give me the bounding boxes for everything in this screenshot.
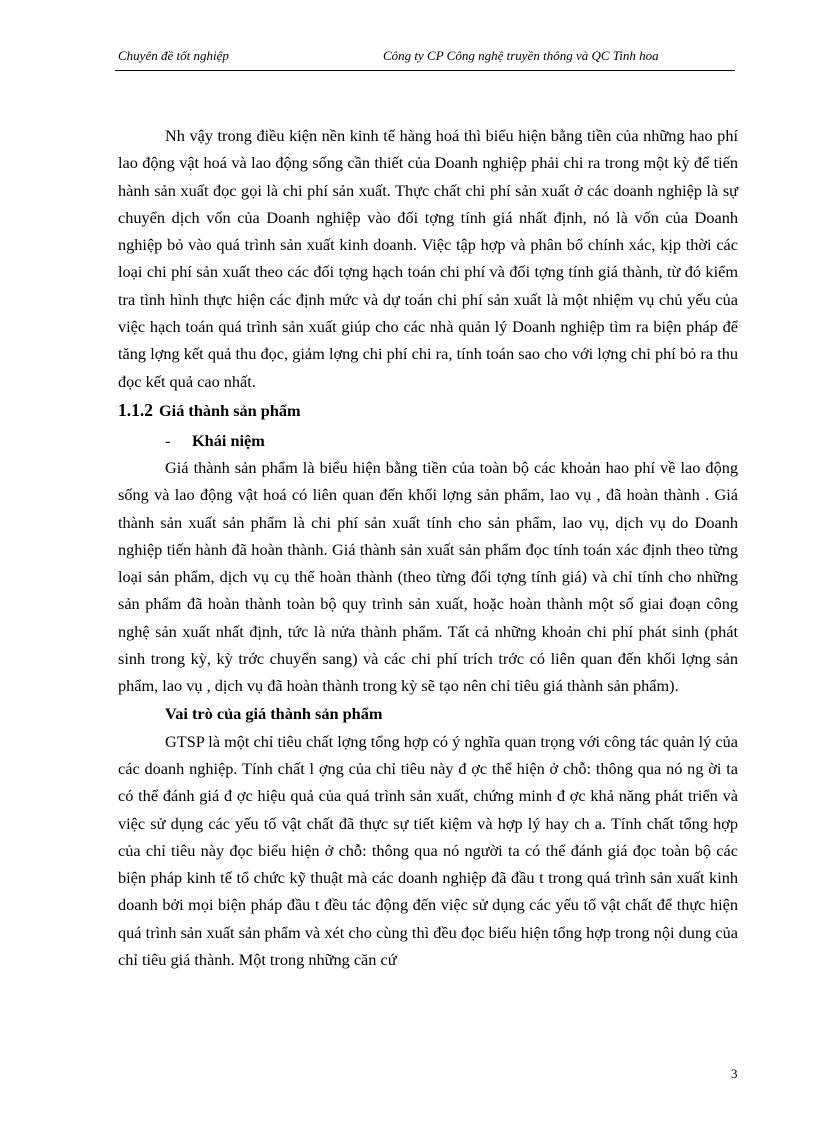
paragraph-role: GTSP là một chỉ tiêu chất lợng tổng hợp có ý nghĩa quan trọng với công tác quản lý của các doanh nghiệp. Tính chất l ợng của chỉ tiêu này đ ợc thể hiện ở chỗ: thông qua nó ng ời ta có thể đánh giá đ ợc hiệu quả của quá trình sản xuất, chứng minh đ ợc khả năng phát triển và việc sử dụng các yếu tố vật chất đã thực sự tiết kiệm và hợp lý hay ch a. Tính chất tổng hợp của chỉ tiêu này đọc biểu hiện ở chỗ: thông qua nó người ta có thể đánh giá đọc toàn bộ các biện pháp kinh tế tổ chức kỹ thuật mà các doanh nghiệp đã đầu t trong quá trình sản xuất kinh doanh bởi mọi biện pháp đầu t đều tác động đến việc sử dụng các yếu tố vật chất để thực hiện quá trình sản xuất sản phẩm và xét cho cùng thì đều đọc biểu hiện tổng hợp trong nội dung của chỉ tiêu giá thành. Một trong những căn cứ [118, 731, 738, 970]
document-body [118, 122, 738, 973]
page-number: 3 [731, 1066, 738, 1081]
subheading-concept [118, 428, 738, 454]
subheading-role: Vai trò của giá thành sản phẩm [165, 703, 383, 723]
header-right-text: Công ty CP Công nghệ truyền thông và QC Tinh hoa [383, 48, 659, 63]
paragraph-product-cost: Giá thành sản phẩm là biểu hiện bằng tiền của toàn bộ các khoản hao phí về lao động sống và lao động vật hoá có liên quan đến khối lợng sản phẩm, lao vụ , đã hoàn thành . Giá thành sản xuất sản phẩm là chi phí sản xuất tính cho sản phẩm, lao vụ, dịch vụ do Doanh nghiệp tiến hành đã hoàn thành. Giá thành sản xuất sản phẩm đọc tính toán xác định theo từng loại sản phẩm, dịch vụ cụ thể hoàn thành (theo từng đối tợng tính giá) và chỉ tính cho những sản phẩm đã hoàn thành toàn bộ quy trình sản xuất, hoặc hoàn thành một số giai đoạn công nghệ sản xuất nhất định, tức là nửa thành phẩm. Tất cả những khoản chi phí phát sinh (phát sinh trong kỳ, kỳ trớc chuyển sang) và các chi phí trích trớc có liên quan đến khối lợng sản phẩm, lao vụ , dịch vụ đã hoàn thành trong kỳ sẽ tạo nên chỉ tiêu giá thành sản phẩm). [118, 457, 738, 696]
page-header [118, 48, 698, 68]
bullet-dash: - [165, 430, 171, 450]
subheading-concept-label: Khái niệm [192, 430, 265, 450]
header-left-text: Chuyên đề tốt nghiệp [118, 48, 229, 63]
paragraph-production-cost: Nh vậy trong điều kiện nền kinh tế hàng hoá thì biểu hiện bằng tiền của những hao phí lao động vật hoá và lao động sống cần thiết của Doanh nghiệp phải chi ra trong một kỳ để tiến hành sản xuất đọc gọi là chi phí sản xuất. Thực chất chi phí sản xuất ở các doanh nghiệp là sự chuyển dịch vốn của Doanh nghiệp vào đối tợng tính giá nhất định, nó là vốn của Doanh nghiệp bỏ vào quá trình sản xuất kinh doanh. Việc tập hợp và phân bổ chính xác, kịp thời các loại chi phí sản xuất theo các đối tợng hạch toán chi phí và đối tợng tính giá thành, từ đó kiểm tra tình hình thực hiện các định mức và dự toán chi phí sản xuất là một nhiệm vụ chủ yếu của việc hạch toán quá trình sản xuất giúp cho các nhà quản lý Doanh nghiệp tìm ra biện pháp để tăng lợng kết quả thu đọc, giảm lợng chi phí chi ra, tính toán sao cho với lợng chi phí bỏ ra thu đọc kết quả cao nhất. [118, 126, 738, 391]
section-title: Giá thành sản phẩm [159, 400, 301, 420]
section-heading [118, 395, 738, 428]
header-divider [115, 70, 735, 71]
section-number: 1.1.2 [118, 399, 153, 420]
